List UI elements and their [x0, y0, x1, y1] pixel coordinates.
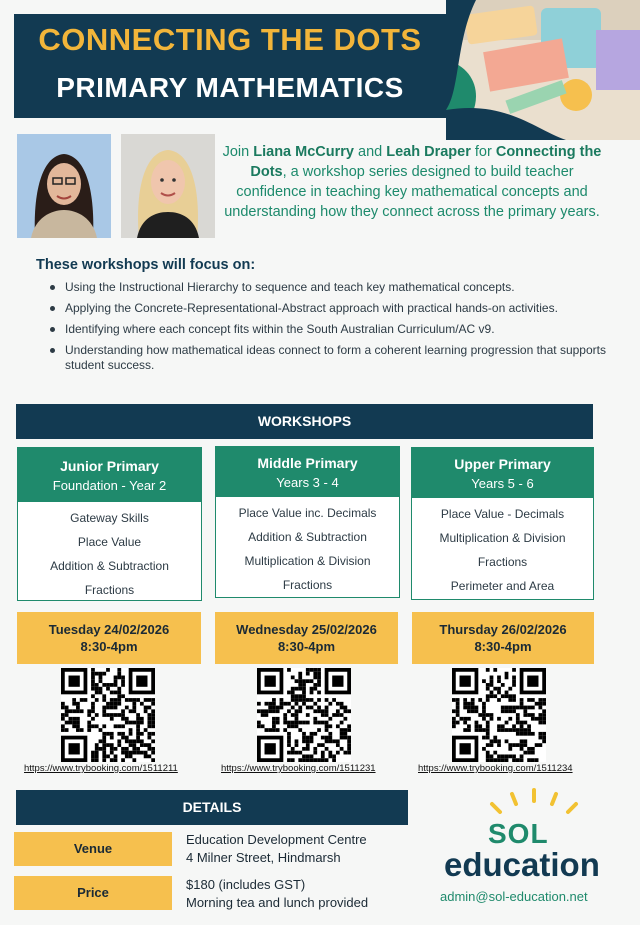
booking-link-junior[interactable]: https://www.trybooking.com/1511211 — [24, 763, 178, 774]
card-header — [216, 447, 399, 497]
workshop-time: 8:30-4pm — [277, 639, 336, 654]
card-title: Junior Primary — [60, 458, 159, 474]
workshops-heading: WORKSHOPS — [16, 404, 593, 439]
booking-link-upper[interactable]: https://www.trybooking.com/1511234 — [418, 763, 573, 774]
series-name: Connecting the Dots — [250, 144, 602, 180]
card-header — [412, 448, 593, 498]
workshop-time: 8:30-4pm — [474, 639, 532, 654]
presenter-photo-leah — [121, 134, 215, 238]
venue-address: 4 Milner Street, Hindmarsh — [186, 850, 341, 865]
workshop-date: Wednesday 25/02/2026 — [236, 622, 377, 637]
presenter-name: Liana McCurry — [253, 144, 354, 160]
topic-item: Addition & Subtraction — [50, 559, 169, 573]
workshop-date: Thursday 26/02/2026 — [439, 622, 567, 637]
intro-paragraph: Join Liana McCurry and Leah Draper for Connecting the Dots, a workshop series designed to build teacher confidence in teaching key mathematical concepts and understanding how they connect across the primary years. — [222, 144, 602, 220]
venue-label: Venue — [14, 832, 172, 866]
topic-item: Place Value inc. Decimals — [238, 506, 377, 520]
focus-list — [50, 280, 610, 379]
price-label: Price — [14, 876, 172, 910]
page-subtitle: PRIMARY MATHEMATICS — [56, 72, 404, 103]
topic-item: Fractions — [477, 555, 528, 569]
card-title: Upper Primary — [454, 456, 551, 472]
topic-item: Addition & Subtraction — [248, 530, 367, 544]
qr-code-upper[interactable] — [452, 668, 546, 762]
date-box-middle — [215, 612, 398, 664]
booking-link-middle[interactable]: https://www.trybooking.com/1511231 — [221, 763, 376, 774]
venue-name: Education Development Centre — [186, 832, 367, 847]
date-box-upper — [412, 612, 594, 664]
presenter-photo-liana — [17, 134, 111, 238]
date-box-junior — [17, 612, 201, 664]
qr-code-middle[interactable] — [257, 668, 351, 762]
focus-item: Using the Instructional Hierarchy to sequence and teach key mathematical concepts. — [50, 280, 610, 295]
contact-email[interactable]: admin@sol-education.net — [440, 889, 588, 904]
workshop-card-junior — [17, 447, 202, 601]
focus-item: Identifying where each concept fits within the South Australian Curriculum/AC v9. — [50, 322, 610, 337]
workshop-card-upper — [411, 447, 594, 600]
topic-item: Place Value - Decimals — [440, 507, 565, 521]
logo-sol: SOL — [488, 818, 549, 849]
topic-item: Perimeter and Area — [450, 579, 555, 593]
workshop-card-middle — [215, 446, 400, 598]
focus-heading: These workshops will focus on: — [36, 257, 256, 273]
topic-item: Multiplication & Division — [439, 531, 566, 545]
logo-education: education — [444, 846, 600, 883]
presenter-name: Leah Draper — [386, 144, 471, 160]
page-title: CONNECTING THE DOTS — [38, 22, 422, 57]
card-years: Foundation - Year 2 — [52, 478, 167, 493]
card-years: Years 5 - 6 — [471, 476, 534, 491]
qr-code-junior[interactable] — [61, 668, 155, 762]
price-inclusions: Morning tea and lunch provided — [186, 895, 369, 910]
price-details — [186, 876, 368, 912]
workshop-time: 8:30-4pm — [80, 639, 138, 654]
topic-item: Fractions — [84, 583, 135, 597]
venue-details — [186, 831, 367, 867]
card-years: Years 3 - 4 — [276, 475, 339, 490]
topic-item: Gateway Skills — [70, 511, 149, 525]
details-heading: DETAILS — [16, 790, 408, 825]
topic-item: Place Value — [77, 535, 142, 549]
card-header — [18, 448, 201, 502]
topic-item: Fractions — [282, 578, 333, 592]
card-title: Middle Primary — [257, 455, 358, 471]
stationery-photo — [446, 0, 640, 140]
focus-item: Understanding how mathematical ideas connect to form a coherent learning progression that supports student success. — [50, 343, 610, 373]
topic-item: Multiplication & Division — [244, 554, 371, 568]
workshop-date: Tuesday 24/02/2026 — [48, 622, 170, 637]
focus-item: Applying the Concrete-Representational-Abstract approach with practical hands-on activities. — [50, 301, 610, 316]
price-amount: $180 (includes GST) — [186, 877, 306, 892]
